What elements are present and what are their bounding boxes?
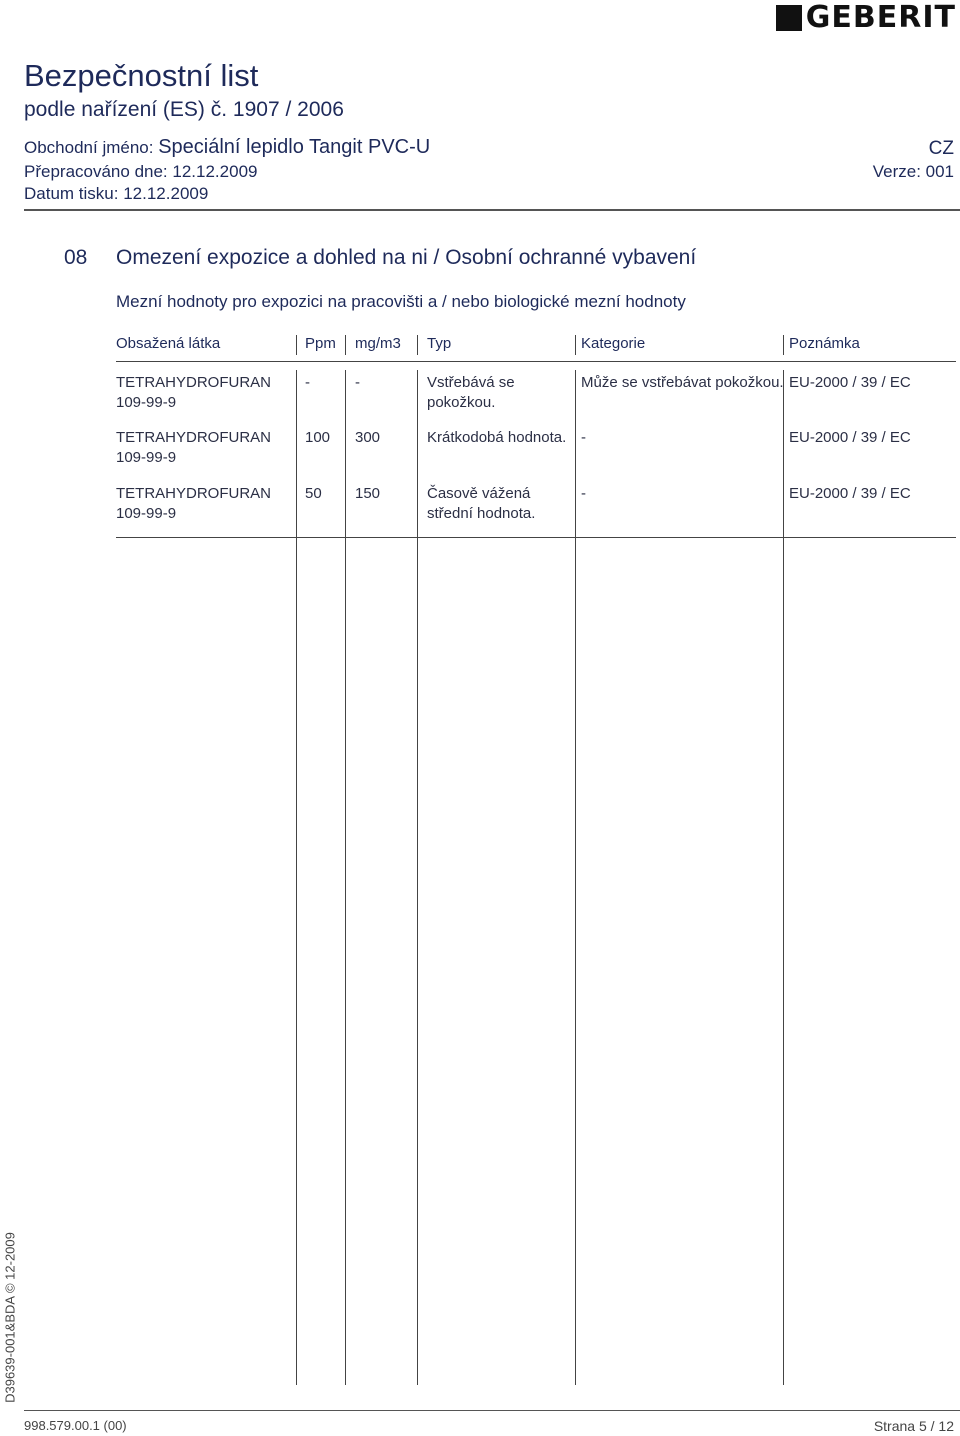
mgm3-value: 300 <box>355 429 381 446</box>
language-code: CZ <box>928 138 954 159</box>
section-subtitle: Mezní hodnoty pro expozici na pracovišti a / nebo biologické mezní hodnoty <box>116 292 686 311</box>
header-type: Typ <box>427 335 452 352</box>
type-value <box>427 428 566 448</box>
column-divider <box>345 335 346 355</box>
geberit-logo <box>776 2 956 34</box>
document-title: Bezpečnostní list <box>24 58 259 93</box>
version-label: Verze: 001 <box>872 162 954 181</box>
logo-text: GEBERIT <box>805 0 956 35</box>
cas-number: 109-99-9 <box>116 505 177 522</box>
substance-name: TETRAHYDROFURAN <box>116 485 272 502</box>
column-divider <box>345 370 346 1385</box>
footer-page-number: Strana 5 / 12 <box>873 1418 954 1434</box>
table-row <box>116 373 271 413</box>
trade-name-label: Obchodní jméno: <box>24 138 154 157</box>
header-category: Kategorie <box>581 335 646 352</box>
table-row <box>116 484 271 524</box>
ppm-value: 100 <box>305 429 331 446</box>
category-value: Může se vstřebávat pokožkou. <box>581 374 784 391</box>
header-ppm: Ppm <box>305 335 336 352</box>
document-subtitle: podle nařízení (ES) č. 1907 / 2006 <box>24 98 344 121</box>
column-divider <box>783 370 784 1385</box>
column-divider <box>783 335 784 355</box>
type-value <box>427 484 535 524</box>
ppm-value: 50 <box>305 485 322 502</box>
type-line-2: pokožkou. <box>427 394 496 411</box>
print-date-value: 12.12.2009 <box>123 184 209 203</box>
column-divider <box>417 370 418 1385</box>
note-value: EU-2000 / 39 / EC <box>789 485 911 502</box>
cas-number: 109-99-9 <box>116 394 177 411</box>
section-title: Omezení expozice a dohled na ni / Osobní ochranné vybavení <box>116 246 697 269</box>
section-number: 08 <box>64 246 88 269</box>
ppm-value: - <box>305 374 310 391</box>
print-date-line <box>24 184 208 204</box>
note-value: EU-2000 / 39 / EC <box>789 374 911 391</box>
side-document-code: D39639-001&BDA © 12-2009 <box>2 1232 18 1403</box>
column-divider <box>575 335 576 355</box>
revised-line <box>24 162 257 182</box>
table-header-divider <box>116 361 956 362</box>
table-end-divider <box>116 537 956 538</box>
mgm3-value: 150 <box>355 485 381 502</box>
type-line-1: Krátkodobá hodnota. <box>427 429 567 446</box>
column-divider <box>417 335 418 355</box>
logo-square-icon <box>776 5 802 31</box>
revised-value: 12.12.2009 <box>172 162 258 181</box>
column-divider <box>296 335 297 355</box>
type-line-1: Vstřebává se <box>427 374 515 391</box>
category-value: - <box>581 485 586 502</box>
substance-name: TETRAHYDROFURAN <box>116 374 272 391</box>
note-value: EU-2000 / 39 / EC <box>789 429 911 446</box>
header-mgm3: mg/m3 <box>355 335 401 352</box>
column-divider <box>296 370 297 1385</box>
cas-number: 109-99-9 <box>116 449 177 466</box>
header-substance: Obsažená látka <box>116 335 221 352</box>
substance-name: TETRAHYDROFURAN <box>116 429 272 446</box>
category-value: - <box>581 429 586 446</box>
mgm3-value: - <box>355 374 360 391</box>
column-divider <box>575 370 576 1385</box>
header-divider <box>24 209 960 211</box>
type-line-1: Časově vážená <box>427 485 531 502</box>
revised-label: Přepracováno dne: <box>24 162 168 181</box>
type-line-2: střední hodnota. <box>427 505 536 522</box>
type-value <box>427 373 515 413</box>
trade-name-line <box>24 136 430 159</box>
footer-divider <box>24 1410 960 1411</box>
footer-doc-number: 998.579.00.1 (00) <box>24 1418 127 1433</box>
header-note: Poznámka <box>789 335 860 352</box>
print-date-label: Datum tisku: <box>24 184 119 203</box>
table-row <box>116 428 271 468</box>
trade-name-value: Speciální lepidlo Tangit PVC-U <box>158 136 431 158</box>
